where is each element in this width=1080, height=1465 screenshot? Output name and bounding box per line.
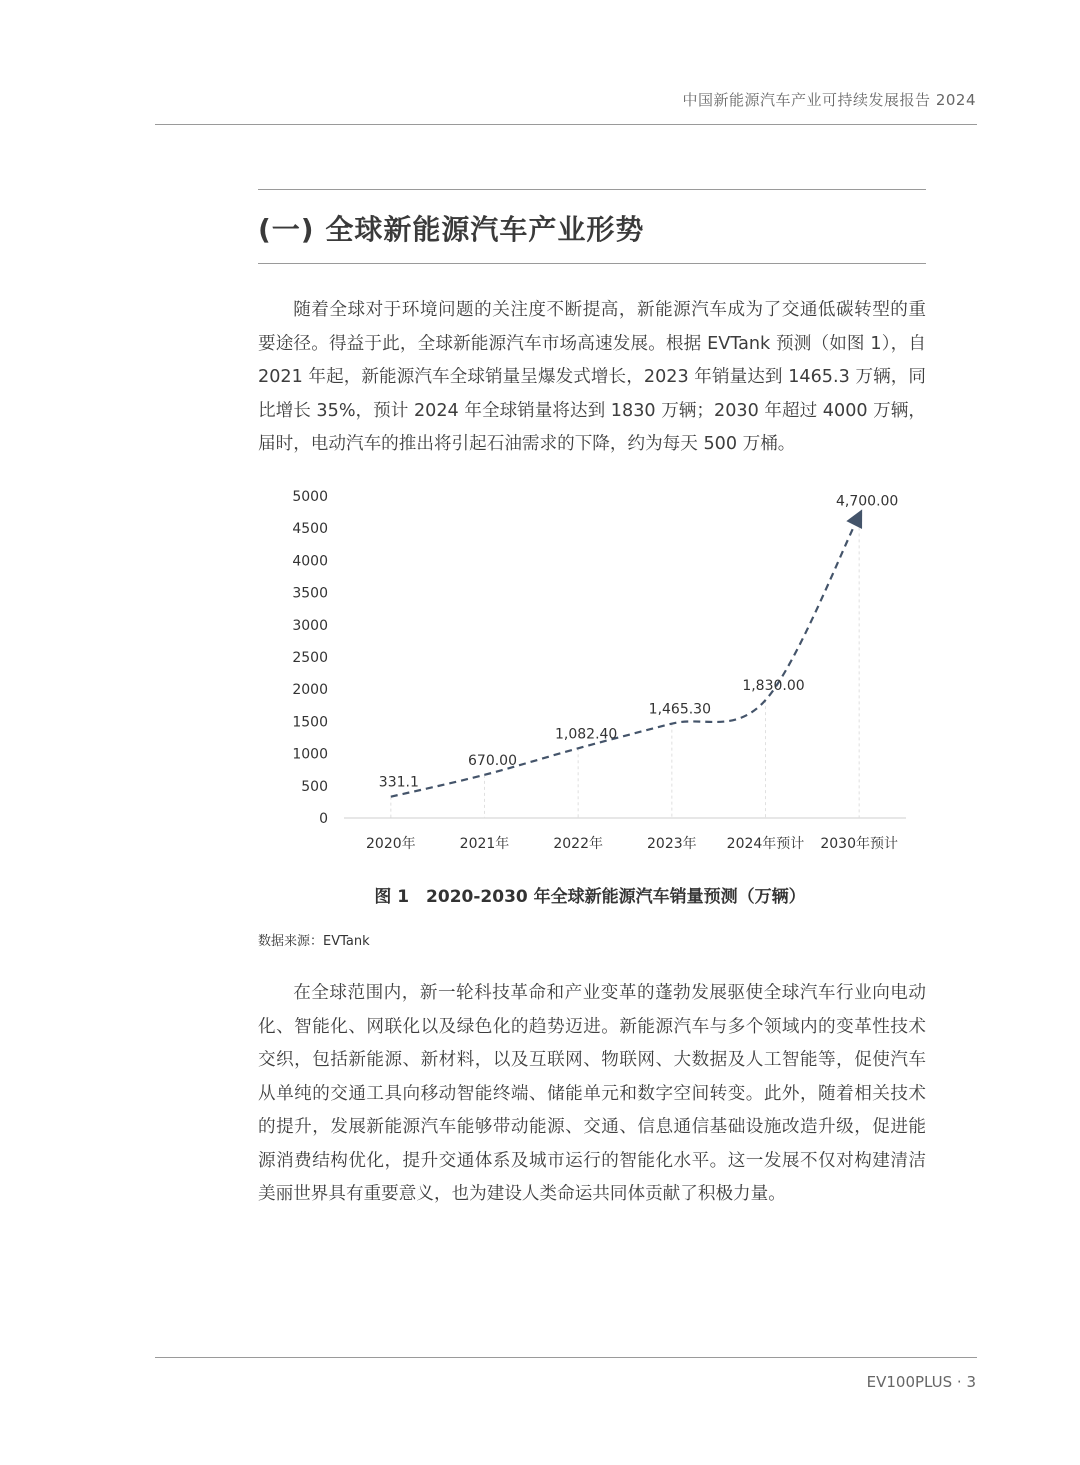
y-tick-label: 2500 [292, 650, 328, 666]
y-tick-label: 4500 [292, 521, 328, 538]
x-tick-label: 2030年预计 [820, 836, 898, 852]
data-label: 1,465.30 [648, 701, 712, 718]
data-source-note: 数据来源：EVTank [258, 934, 370, 949]
footer-divider [155, 1357, 977, 1358]
x-tick-label: 2022年 [553, 836, 603, 852]
y-tick-label: 5000 [292, 489, 328, 505]
y-tick-label: 3500 [292, 585, 328, 602]
body-paragraph-1: 随着全球对于环境问题的关注度不断提高，新能源汽车成为了交通低碳转型的重要途径。得益于此，全球新能源汽车市场高速发展。根据 EVTank 预测（如图 1），自 2021 年起，新能源汽车全球销量呈爆发式增长，2023 年销量达到 1465.3 万辆，同比增长 35%，预计 2024 年全球销量将达到 1830 万辆；2030 年超过 4000 万辆，届时，电动汽车的推出将引起石油需求的下降，约为每天 500 万桶。 [258, 300, 926, 454]
y-tick-label: 3000 [292, 617, 328, 634]
section-title: (一) 全球新能源汽车产业形势 [258, 213, 645, 246]
section-title-top-rule [258, 189, 926, 190]
x-tick-label: 2024年预计 [726, 836, 805, 852]
data-label: 1,830.00 [742, 678, 805, 695]
y-tick-label: 2000 [292, 682, 328, 699]
x-tick-label: 2020年 [366, 836, 416, 852]
x-tick-label: 2021年 [459, 836, 510, 852]
x-tick-label: 2023年 [647, 836, 697, 852]
sales-forecast-chart [280, 484, 920, 860]
figure-caption: 图 1 2020-2030 年全球新能源汽车销量预测（万辆） [374, 887, 806, 907]
y-tick-label: 0 [319, 811, 328, 827]
data-label: 331.1 [378, 774, 419, 791]
y-tick-label: 1500 [292, 714, 328, 731]
running-header: 中国新能源汽车产业可持续发展报告 2024 [682, 91, 976, 109]
page-footer: EV100PLUS · 3 [866, 1373, 976, 1391]
header-divider [155, 124, 977, 125]
data-label: 670.00 [468, 752, 517, 769]
section-title-bottom-rule [258, 263, 926, 264]
series-line-sales [391, 515, 859, 796]
y-tick-label: 1000 [292, 746, 328, 763]
y-tick-label: 4000 [292, 553, 328, 570]
body-paragraph-2: 在全球范围内，新一轮科技革命和产业变革的蓬勃发展驱使全球汽车行业向电动化、智能化、网联化以及绿色化的趋势迈进。新能源汽车与多个领域内的变革性技术交织，包括新能源、新材料，以及互联网、物联网、大数据及人工智能等，促使汽车从单纯的交通工具向移动智能终端、储能单元和数字空间转变。此外，随着相关技术的提升，发展新能源汽车能够带动能源、交通、信息通信基础设施改造升级，促进能源消费结构优化，提升交通体系及城市运行的智能化水平。这一发展不仅对构建清洁美丽世界具有重要意义，也为建设人类命运共同体贡献了积极力量。 [258, 983, 926, 1204]
y-tick-label: 500 [301, 778, 328, 795]
data-label: 1,082.40 [554, 726, 618, 743]
data-label: 4,700.00 [835, 493, 899, 510]
